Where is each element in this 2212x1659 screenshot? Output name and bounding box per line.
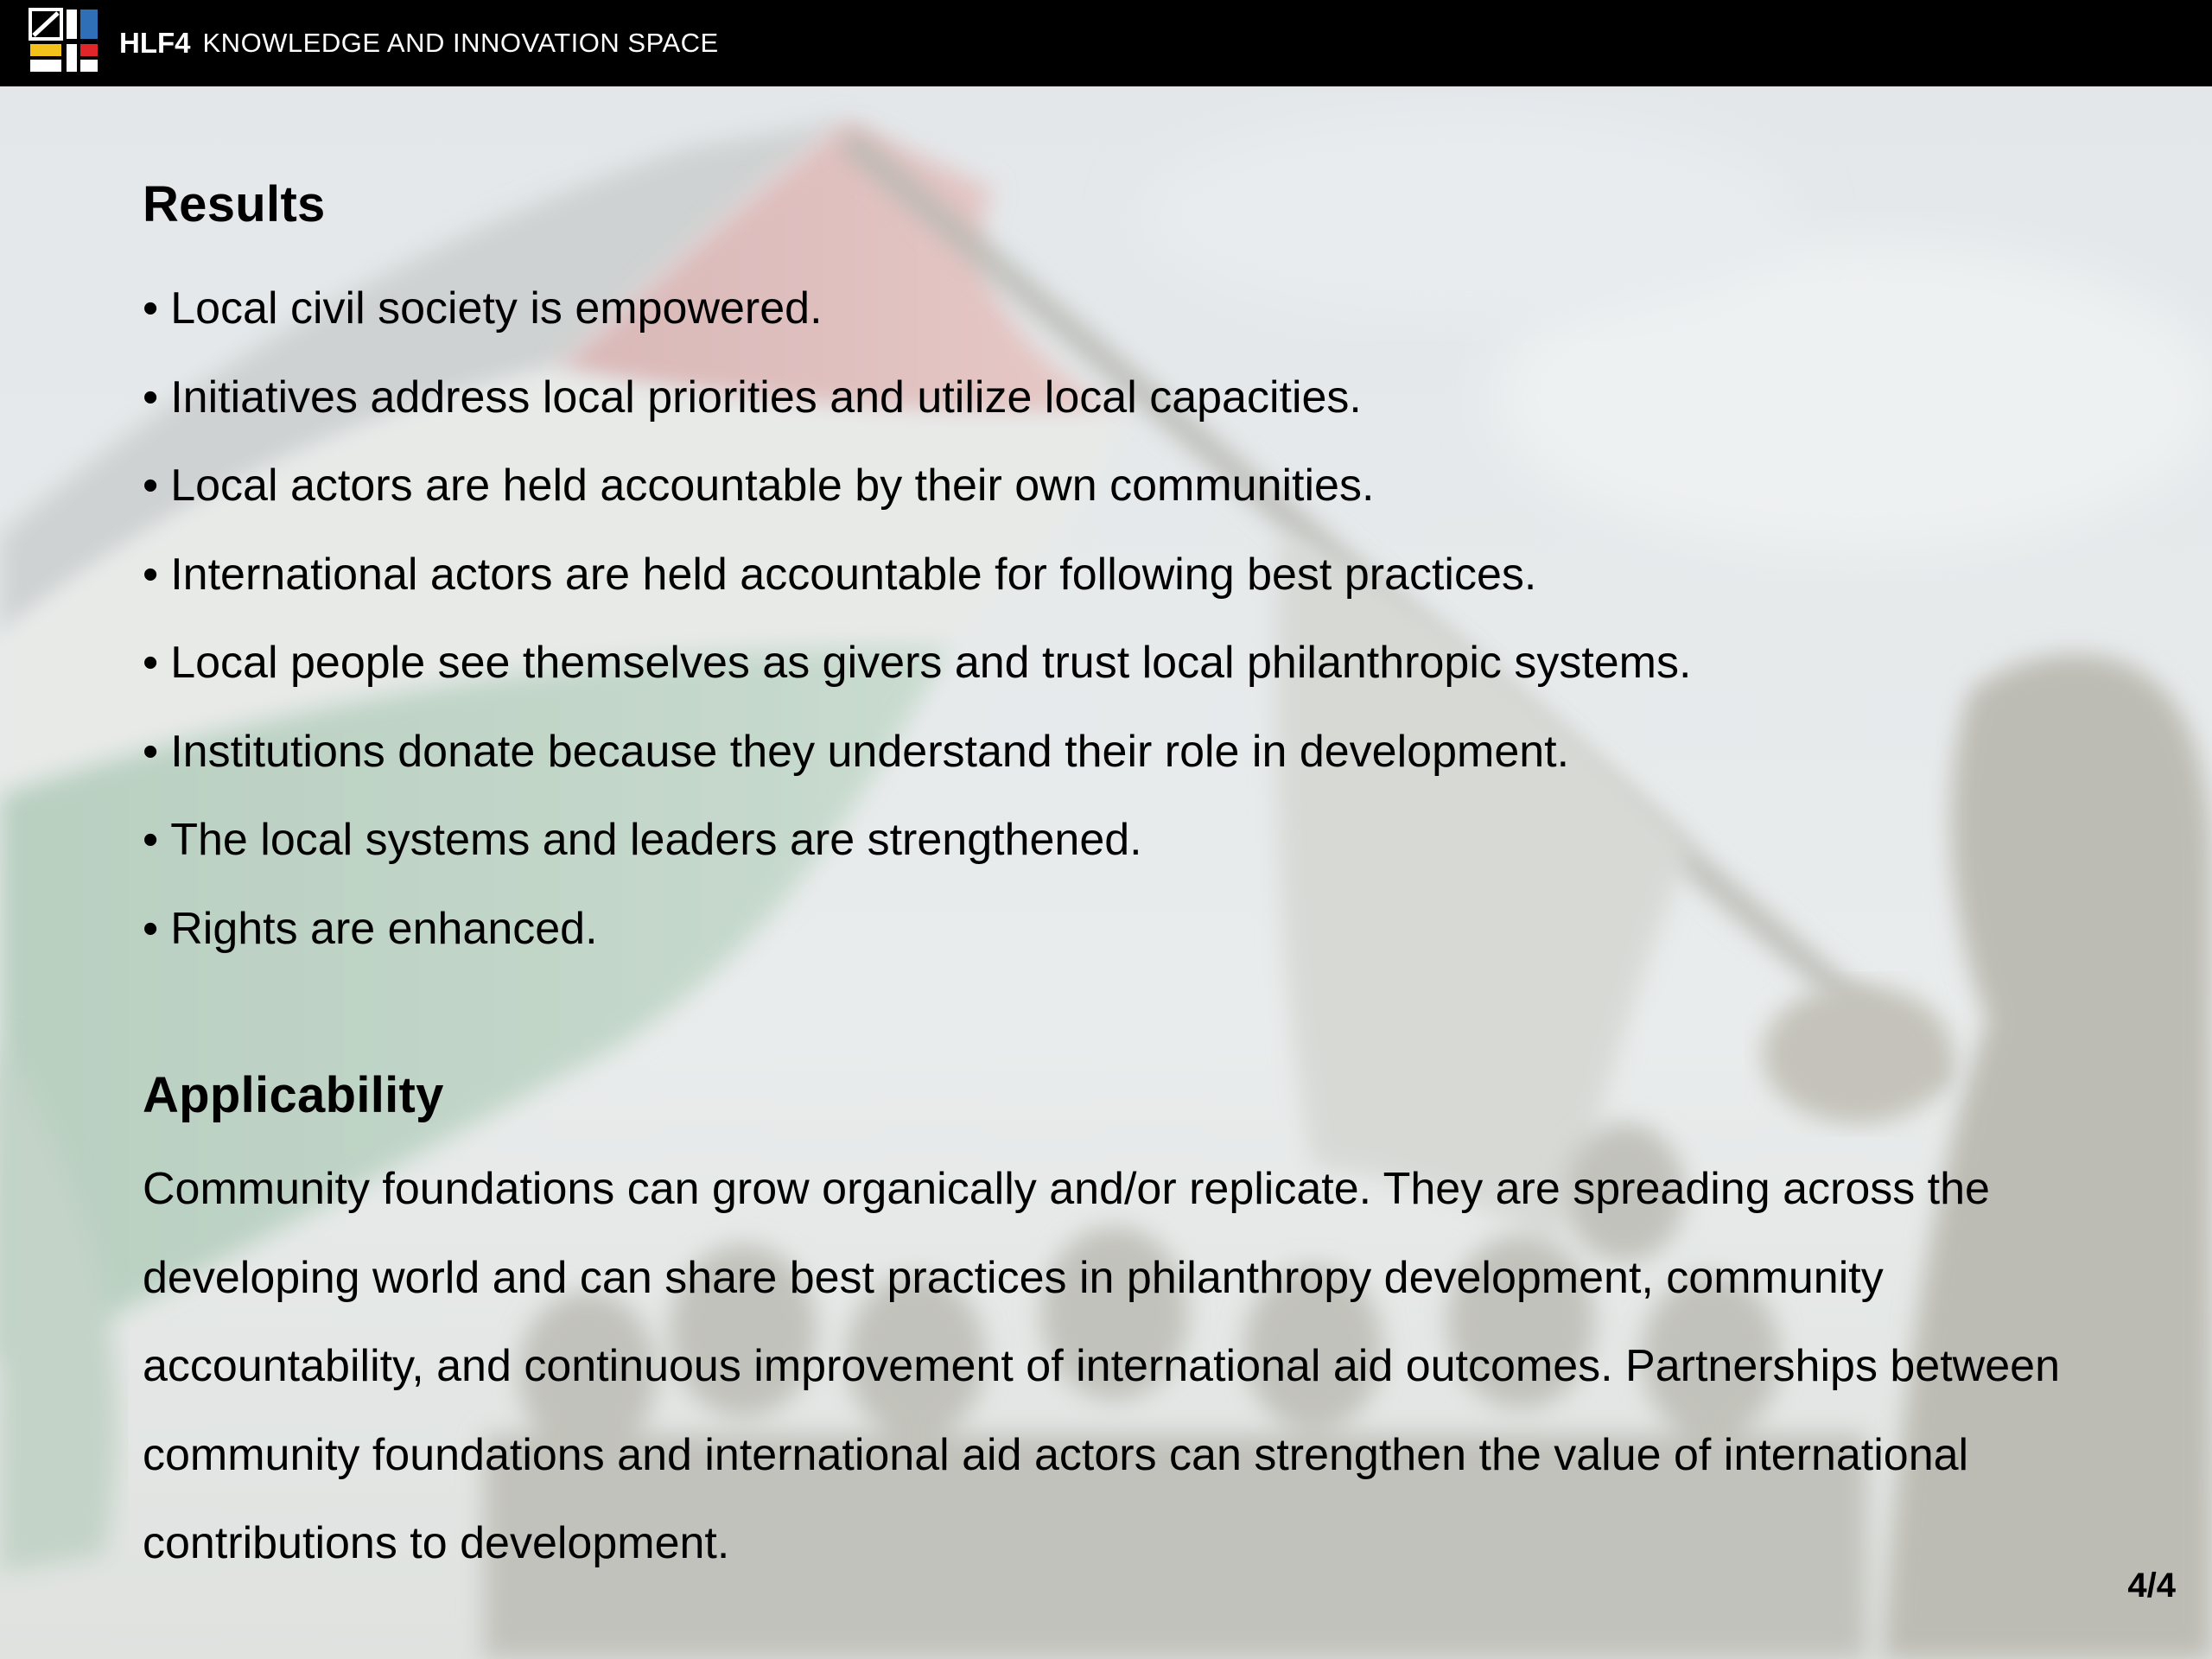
hlf4-logo-icon	[29, 8, 99, 73]
results-item: • The local systems and leaders are strengthened.	[143, 796, 1691, 885]
header-bar	[0, 0, 2212, 86]
results-item: • Institutions donate because they understand their role in development.	[143, 708, 1691, 797]
results-item: • Local actors are held accountable by their own communities.	[143, 442, 1691, 531]
brand-name: HLF4	[119, 27, 191, 59]
applicability-title: Applicability	[143, 1067, 444, 1123]
results-title: Results	[143, 176, 326, 232]
results-item: • Initiatives address local priorities and utilize local capacities.	[143, 353, 1691, 442]
applicability-paragraph: Community foundations can grow organically and/or replicate. They are spreading across the developing world and can share best practices in philanthropy development, community accountability, and continuous improvement of international aid outcomes. Partnerships between community foundations and international aid actors can strengthen the value of international contributions to development.	[143, 1164, 2060, 1568]
results-item: • International actors are held accountable for following best practices.	[143, 531, 1691, 620]
header-brand	[119, 24, 719, 62]
results-item: • Local people see themselves as givers and trust local philanthropic systems.	[143, 619, 1691, 708]
results-item: • Rights are enhanced.	[143, 885, 1691, 974]
brand-subtitle: KNOWLEDGE AND INNOVATION SPACE	[202, 28, 719, 58]
page-number: 4/4	[2127, 1567, 2176, 1605]
results-item: • Local civil society is empowered.	[143, 264, 1691, 353]
results-list	[143, 264, 1691, 973]
